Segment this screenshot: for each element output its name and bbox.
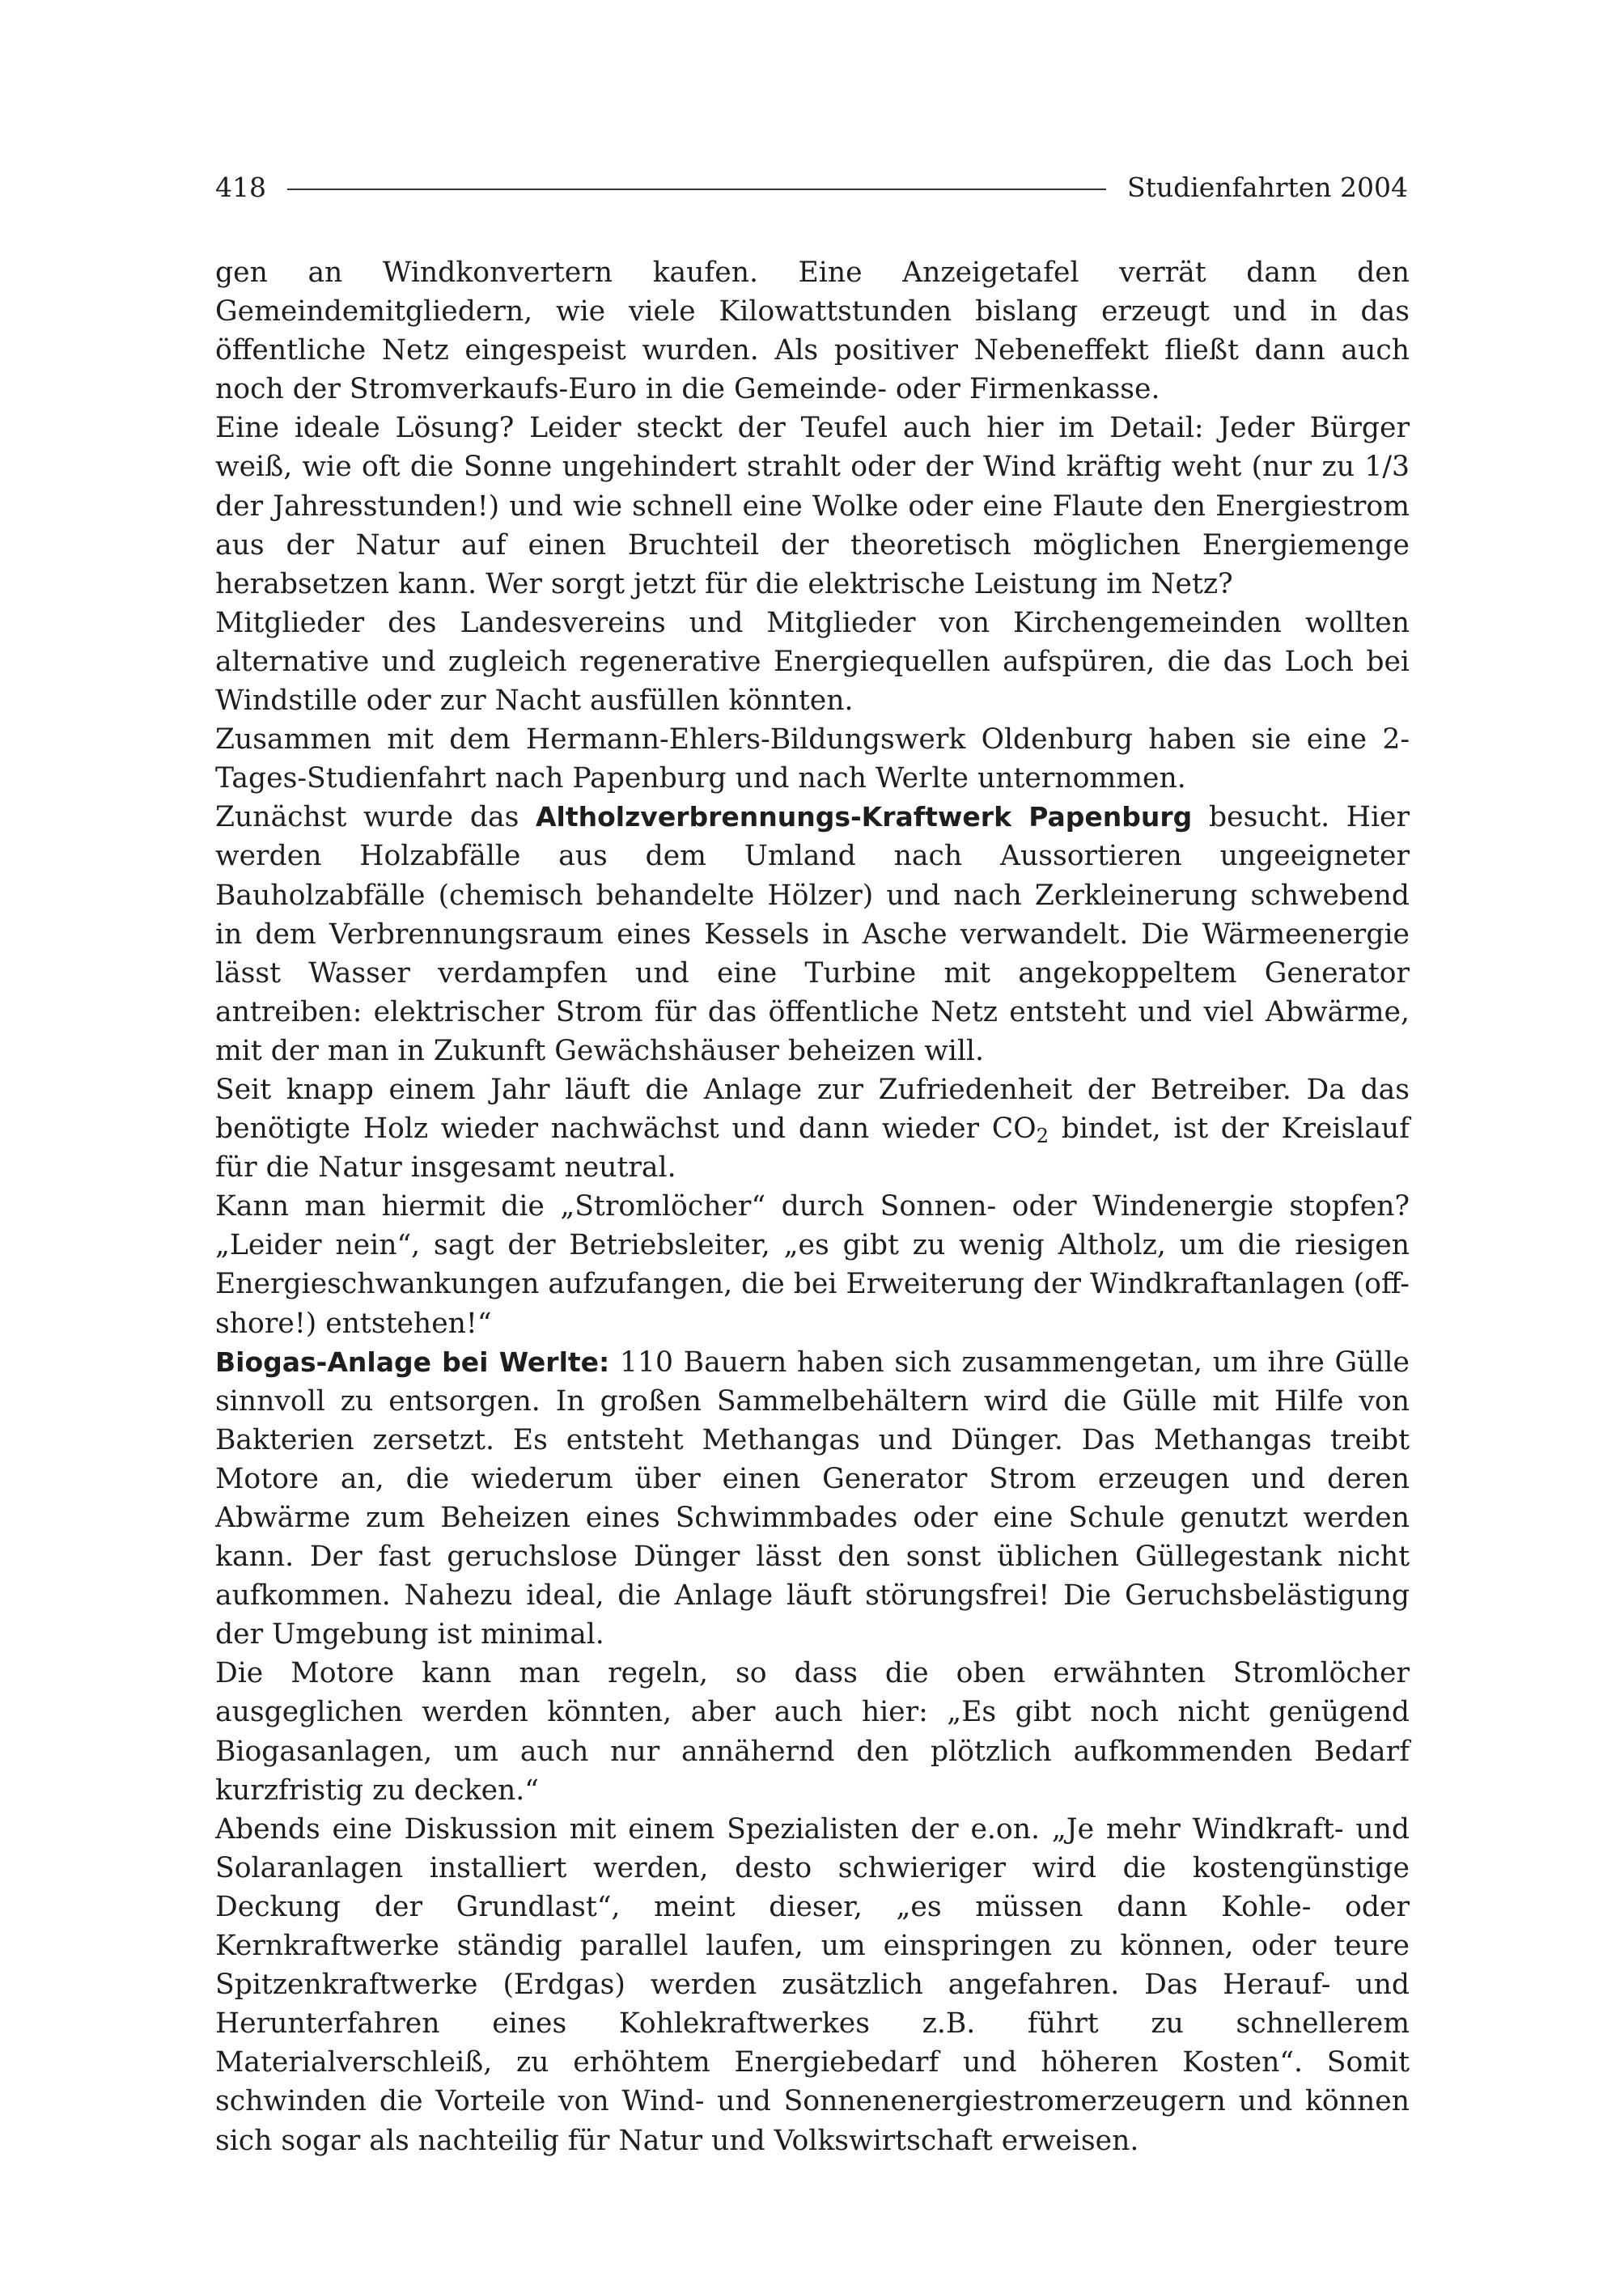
paragraph-5 (215, 798, 1410, 1070)
paragraph-5-highlight: Altholzverbrennungs-Kraftwerk Papenburg (536, 801, 1193, 833)
paragraph-2: Eine ideale Lösung? Leider steckt der Teufel auch hier im Detail: Jeder Bürger weiß, wie oft die Sonne ungehindert strahlt oder der Wind kräftig weht (nur zu 1/3 der Jahresstunden!) und wie schnell eine Wolke oder eine Flaute den Energiestrom aus der Natur auf einen Bruchteil der theoretisch möglichen Energiemenge herabsetzen kann. Wer sorgt jetzt für die elektrische Leistung im Netz? (215, 412, 1410, 600)
paragraph-5-lead: Zunächst wurde das (215, 801, 536, 834)
paragraph-6-lead: Seit knapp einem Jahr läuft die Anlage zur Zufriedenheit der Betreiber. Da das benötigte Holz wieder nachwächst und dann wieder CO (215, 1073, 1410, 1146)
page-header (215, 170, 1408, 206)
body-text (215, 253, 1410, 2160)
paragraph-1: gen an Windkonvertern kaufen. Eine Anzeigetafel verrät dann den Gemeindemitgliedern, wie viele Kilowattstunden bislang erzeugt und in das öffentliche Netz eingespeist wurden. Als positiver Nebeneffekt fließt dann auch noch der Stromverkaufs-Euro in die Gemeinde- oder Firmenkasse. (215, 256, 1410, 406)
paragraph-5-rest: besucht. Hier werden Holzabfälle aus dem Umland nach Aussortieren ungeeigneter Bauholzabfälle (chemisch behandelte Hölzer) und nach Zerkleinerung schwebend in dem Verbrennungsraum eines Kessels in Asche verwandelt. Die Wärmeenergie lässt Wasser verdampfen und eine Turbine mit angekoppeltem Generator antreiben: elektrischer Strom für das öffentliche Netz entsteht und viel Abwärme, mit der man in Zukunft Gewächshäuser beheizen will. (215, 801, 1410, 1067)
paragraph-8-highlight: Biogas-Anlage bei Werlte: (215, 1346, 610, 1378)
header-rule (287, 189, 1106, 190)
running-title: Studienfahrten 2004 (1126, 172, 1408, 203)
paragraph-6 (215, 1070, 1410, 1187)
paragraph-9: Die Motore kann man regeln, so dass die oben erwähnten Stromlöcher ausgeglichen werden könnten, aber auch hier: „Es gibt noch nicht genügend Biogasanlagen, um auch nur annähernd den plötzlich aufkommenden Bedarf kurzfristig zu decken.“ (215, 1657, 1410, 1807)
paragraph-8 (215, 1343, 1410, 1655)
paragraph-8-rest: 110 Bauern haben sich zusammengetan, um ihre Gülle sinnvoll zu entsorgen. In großen Sammelbehältern wird die Gülle mit Hilfe von Bakterien zersetzt. Es entsteht Methangas und Dünger. Das Methangas treibt Motore an, die wiederum über einen Generator Strom erzeugen und deren Abwärme zum Beheizen eines Schwimmbades oder eine Schule genutzt werden kann. Der fast geruchslose Dünger lässt den sonst üblichen Güllegestank nicht aufkommen. Nahezu ideal, die Anlage läuft störungsfrei! Die Geruchsbelästigung der Umgebung ist minimal. (215, 1346, 1410, 1651)
paragraph-4: Zusammen mit dem Hermann-Ehlers-Bildungswerk Oldenburg haben sie eine 2-Tages-Studienfahrt nach Papenburg und nach Werlte unternommen. (215, 723, 1410, 795)
page-number: 418 (215, 172, 266, 203)
paragraph-10: Abends eine Diskussion mit einem Spezialisten der e.on. „Je mehr Windkraft- und Solaranlagen installiert werden, desto schwieriger wird die kostengünstige Deckung der Grundlast“, meint dieser, „es müssen dann Kohle- oder Kernkraftwerke ständig parallel laufen, um einspringen zu können, oder teure Spitzenkraftwerke (Erdgas) werden zusätzlich angefahren. Das Herauf- und Herunterfahren eines Kohlekraftwerkes z.B. führt zu schnellerem Materialverschleiß, zu erhöhtem Energiebedarf und höheren Kosten“. Somit schwinden die Vorteile von Wind- und Sonnenenergiestromerzeugern und können sich sogar als nachteilig für Natur und Volkswirtschaft erweisen. (215, 1812, 1410, 2157)
paragraph-3: Mitglieder des Landesvereins und Mitglieder von Kirchengemeinden wollten alternative und zugleich regenerative Energiequellen aufspüren, die das Loch bei Windstille oder zur Nacht ausfüllen könnten. (215, 606, 1410, 718)
paragraph-6-rest: bindet, ist der Kreislauf für die Natur insgesamt neutral. (215, 1113, 1410, 1185)
paragraph-7: Kann man hiermit die „Stromlöcher“ durch Sonnen- oder Windenergie stopfen? „Leider nein“, sagt der Betriebsleiter, „es gibt zu wenig Altholz, um die riesigen Energieschwankungen aufzufangen, die bei Erweiterung der Windkraftanlagen (off-shore!) entstehen!“ (215, 1190, 1410, 1340)
co2-subscript: 2 (1036, 1125, 1049, 1148)
